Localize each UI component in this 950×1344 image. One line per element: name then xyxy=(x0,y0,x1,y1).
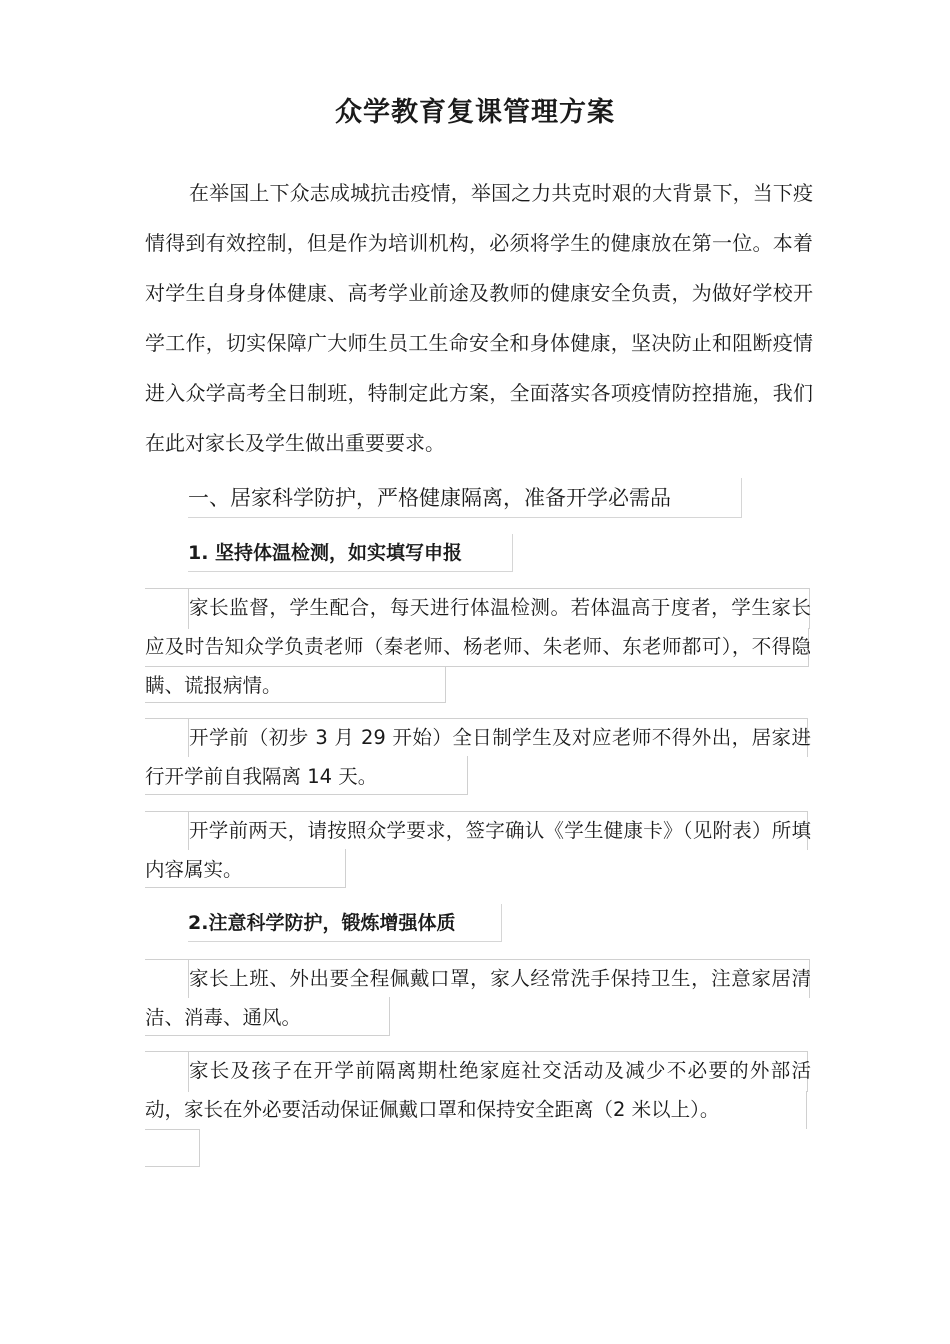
paragraph: 家长及孩子在开学前隔离期杜绝家庭社交活动及减少不必要的外部活动，家长在外必要活动保证佩戴口罩和保持安全距离（2 米以上）。 xyxy=(145,1059,811,1121)
document-title: 众学教育复课管理方案 xyxy=(335,97,615,128)
paragraph: 开学前两天，请按照众学要求，签字确认《学生健康卡》（见附表）所填内容属实。 xyxy=(145,819,811,881)
intro-paragraph: 在举国上下众志成城抗击疫情，举国之力共克时艰的大背景下，当下疫情得到有效控制，但是作为培训机构，必须将学生的健康放在第一位。本着对学生自身身体健康、高考学业前途及教师的健康安全负责，为做好学校开学工作，切实保障广大师生员工生命安全和身体健康，坚决防止和阻断疫情进入众学高考全日制班，特制定此方案，全面落实各项疫情防控措施，我们在此对家长及学生做出重要要求。 xyxy=(145,181,813,455)
paragraph: 家长上班、外出要全程佩戴口罩，家人经常洗手保持卫生，注意家居清洁、消毒、通风。 xyxy=(145,967,811,1029)
frame-line xyxy=(145,1129,200,1167)
paragraph: 家长监督，学生配合，每天进行体温检测。若体温高于度者，学生家长应及时告知众学负责老师（秦老师、杨老师、朱老师、东老师都可），不得隐瞒、谎报病情。 xyxy=(145,596,811,697)
section-heading: 一、居家科学防护，严格健康隔离，准备开学必需品 xyxy=(188,478,742,518)
subsection-heading: 1. 坚持体温检测，如实填写申报 xyxy=(188,534,513,572)
paragraph: 开学前（初步 3 月 29 开始）全日制学生及对应老师不得外出，居家进行开学前自我隔离 14 天。 xyxy=(145,726,811,788)
subsection-heading: 2.注意科学防护，锻炼增强体质 xyxy=(188,904,502,942)
